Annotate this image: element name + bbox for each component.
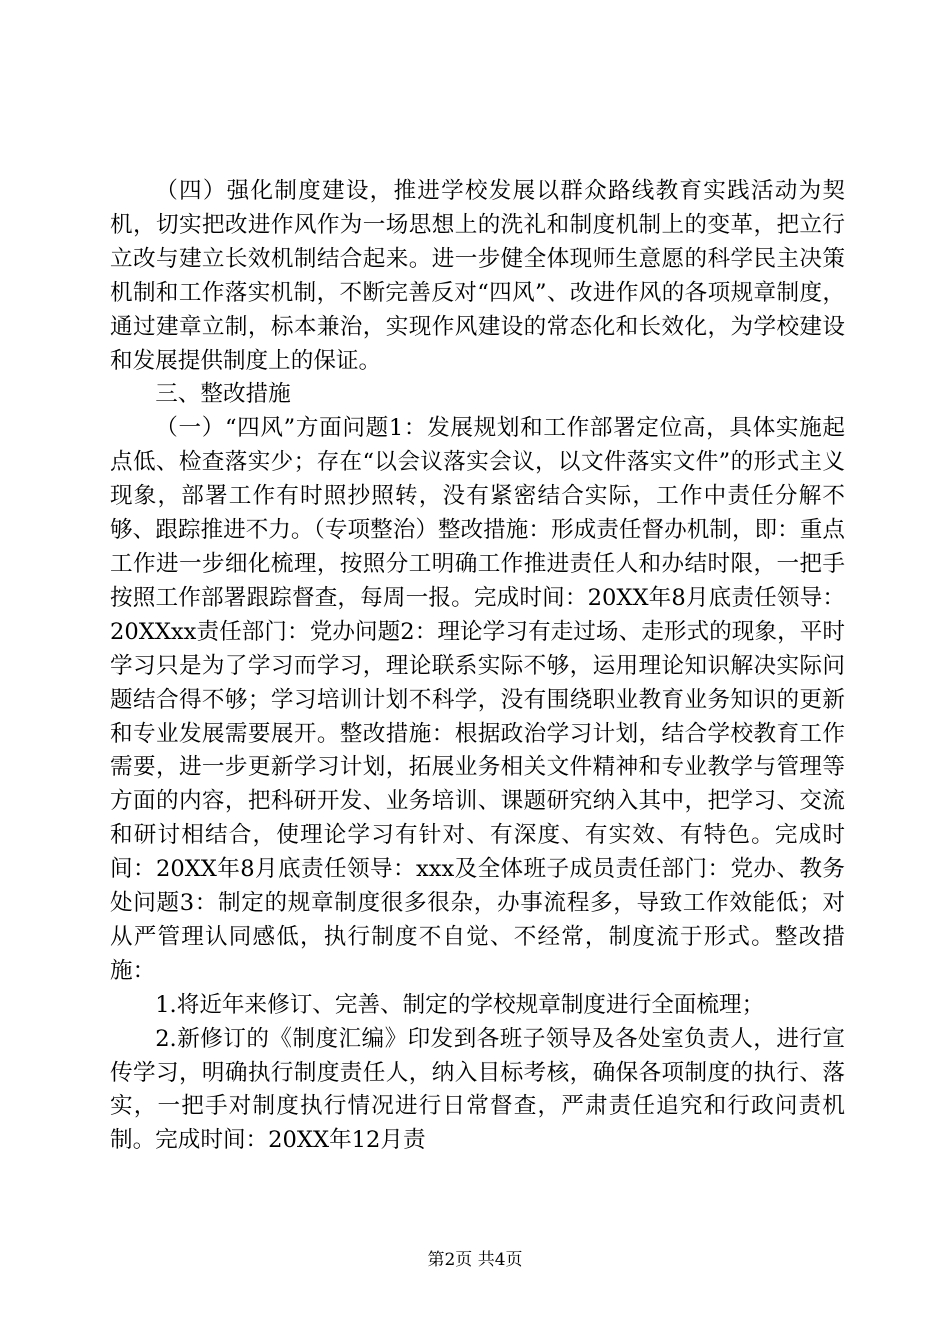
section-heading-rectification-measures: 三、整改措施 <box>155 381 291 408</box>
list-item-1: 1.将近年来修订、完善、制定的学校规章制度进行全面梳理； <box>155 991 765 1018</box>
paragraph-institution-building: （四）强化制度建设，推进学校发展以群众路线教育实践活动为契机，切实把改进作风作为一场思想上的洗礼和制度机制上的变革，把立行立改与建立长效机制结合起来。进一步健全体现师生意愿的科学民主决策机制和工作落实机制，不断完善反对“四风”、改进作风的各项规章制度，通过建章立制，标本兼治，实现作风建设的常态化和长效化，为学校建设和发展提供制度上的保证。 <box>110 178 845 374</box>
list-item-2: 2.新修订的《制度汇编》印发到各班子领导及各处室负责人，进行宣传学习，明确执行制度责任人，纳入目标考核，确保各项制度的执行、落实，一把手对制度执行情况进行日常督查，严肃责任追究和行政问责机制。完成时间：20XX年12月责 <box>110 1025 845 1154</box>
page-footer <box>0 1245 950 1270</box>
paragraph-four-winds-issues: （一）“四风”方面问题1：发展规划和工作部署定位高，具体实施起点低、检查落实少；存在“以会议落实会议，以文件落实文件”的形式主义现象，部署工作有时照抄照转，没有紧密结合实际，工作中责任分解不够、跟踪推进不力。（专项整治）整改措施：形成责任督办机制，即：重点工作进一步细化梳理，按照分工明确工作推进责任人和办结时限，一把手按照工作部署跟踪督查，每周一报。完成时间：20XX年8月底责任领导：20XXxx责任部门：党办问题2：理论学习有走过场、走形式的现象，平时学习只是为了学习而学习，理论联系实际不够，运用理论知识解决实际问题结合得不够；学习培训计划不科学，没有围绕职业教育业务知识的更新和专业发展需要展开。整改措施：根据政治学习计划，结合学校教育工作需要，进一步更新学习计划，拓展业务相关文件精神和专业教学与管理等方面的内容，把科研开发、业务培训、课题研究纳入其中，把学习、交流和研讨相结合，使理论学习有针对、有深度、有实效、有特色。完成时间：20XX年8月底责任领导：xxx及全体班子成员责任部门：党办、教务处问题3：制定的规章制度很多很杂，办事流程多，导致工作效能低；对从严管理认同感低，执行制度不自觉、不经常，制度流于形式。整改措施： <box>110 415 845 984</box>
page-number: 第2页 共4页 <box>427 1250 523 1270</box>
document-body <box>110 175 845 1158</box>
